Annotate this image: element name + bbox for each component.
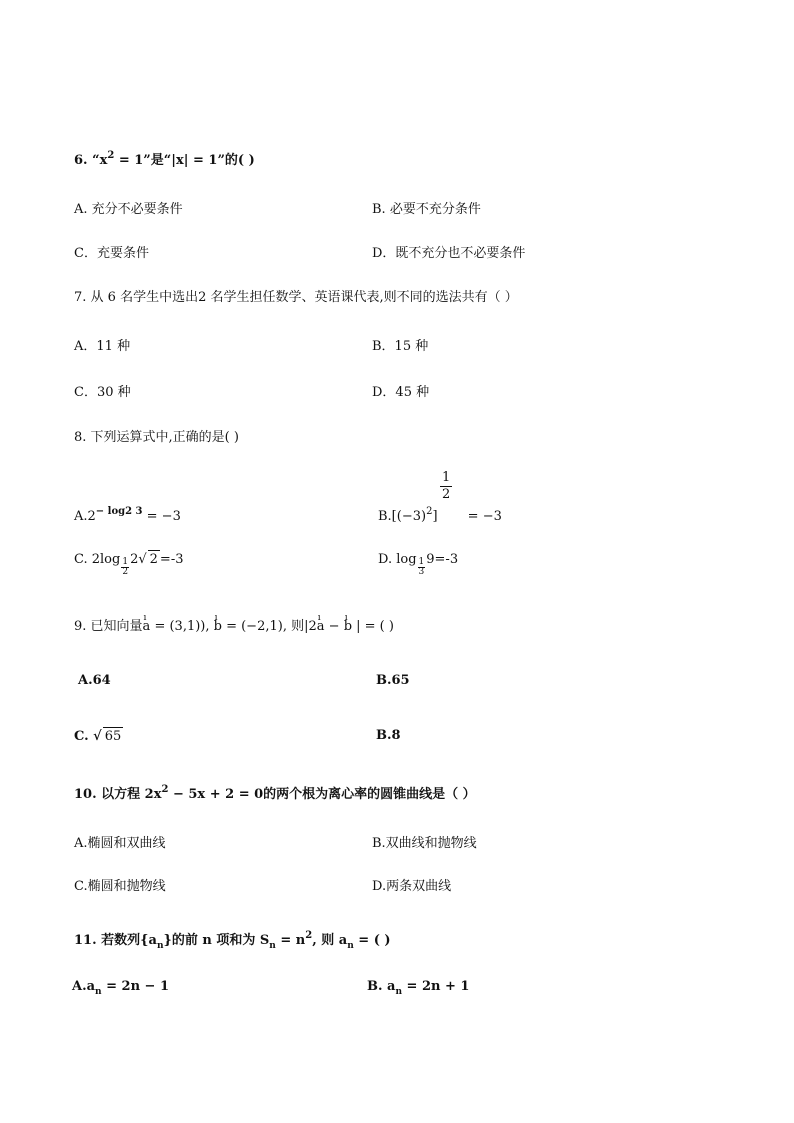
vector-b: ı b (344, 618, 352, 636)
q8-option-b-exponent-fraction: $\frac{1}{2}$ (442, 470, 451, 502)
question-6: 6. “$x^2 = 1$”是“|x| = 1”的( ) (74, 150, 255, 168)
q10-option-c: C.椭圆和抛物线 (74, 879, 166, 894)
q7-option-c: C．30 种 (74, 385, 131, 400)
q6-option-a: A. 充分不必要条件 (74, 202, 183, 217)
q10-option-b: B.双曲线和抛物线 (372, 836, 477, 851)
vector-b: ı b (214, 618, 222, 636)
q6-option-d: D．既不充分也不必要条件 (372, 246, 526, 261)
q7-option-b: B．15 种 (372, 339, 429, 354)
question-9: 9. 已知向量ı a = (3,1)), ı b = (−2,1), 则|2ı a − ı b | = ( ) (74, 618, 394, 636)
q10-option-d: D.两条双曲线 (372, 879, 452, 894)
q11-option-a: $A.a_n = 2n - 1$ (72, 979, 170, 997)
q6-option-c: C．充要条件 (74, 246, 149, 261)
q7-option-a: A．11 种 (74, 339, 131, 354)
q9-option-a: A.64 (78, 673, 111, 688)
q9-option-c: C. √ 65 (74, 729, 122, 744)
vector-a: ı a (317, 618, 325, 636)
q8-option-a: $A.2^{- log2 3} = -3$ (74, 506, 181, 524)
q8-d-log-base: $\frac{1}{3}$ (418, 557, 425, 577)
q11-option-b: B. $a_n = 2n + 1$ (367, 979, 470, 997)
q8-option-d: D. log $\frac{1}{3}$ 9=-3 (378, 552, 459, 577)
q6-option-b: B. 必要不充分条件 (372, 202, 481, 217)
q9-option-d: B.8 (376, 728, 401, 743)
question-11: 11. 若数列$\{a_n\}$的前 n 项和为 $S_n = n^2$, 则 $a_n$ = ( ) (74, 930, 391, 951)
question-10: 10. 以方程 $2x^2 - 5x + 2 = 0$的两个根为离心率的圆锥曲线是（ ） (74, 784, 476, 802)
q7-option-d: D．45 种 (372, 385, 430, 400)
q9-option-b: B.65 (376, 673, 410, 688)
question-8: 8. 下列运算式中,正确的是( ) (74, 430, 239, 445)
q8-c-log-base: $\frac{1}{2}$ (122, 557, 129, 577)
q8-option-b: $B.[(-3)^2] = -3$ (378, 506, 502, 524)
q10-option-a: A.椭圆和双曲线 (74, 836, 166, 851)
q8-option-c: C. 2log $\frac{1}{2}$ 2√ 2 =-3 (74, 552, 184, 577)
vector-a: ı a (143, 618, 151, 636)
question-7: 7. 从 6 名学生中选出2 名学生担任数学、英语课代表,则不同的选法共有（ ） (74, 290, 518, 305)
